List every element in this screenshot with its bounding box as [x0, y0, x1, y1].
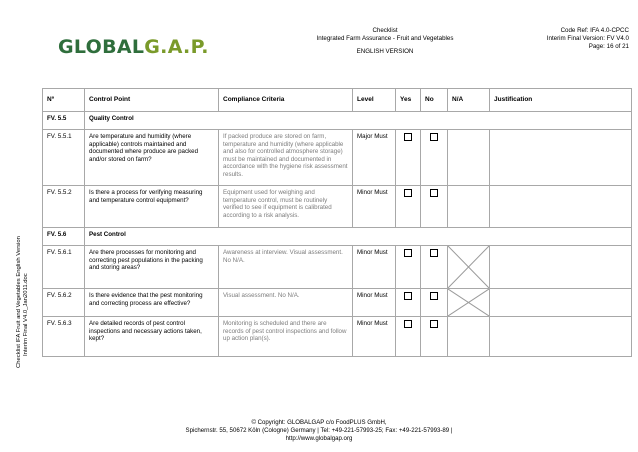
doc-title: Checklist: [372, 27, 398, 34]
section-no: FV. 5.5: [43, 112, 85, 130]
row-control-point: Are detailed records of pest control inspections and necessary actions taken, kept?: [85, 317, 219, 357]
page-number: Page: 16 of 21: [588, 43, 629, 51]
yes-cell: [396, 130, 421, 186]
row-no: FV. 5.5.2: [43, 186, 85, 228]
col-header-control: Control Point: [85, 89, 219, 112]
section-row: [43, 228, 632, 246]
col-header-criteria: Compliance Criteria: [219, 89, 353, 112]
side-line-2: Interim Final V4.0_Jan2011.doc: [23, 273, 30, 356]
justification-cell[interactable]: [490, 186, 632, 228]
footer: [0, 419, 638, 444]
no-checkbox[interactable]: [430, 133, 438, 141]
row-control-point: Is there a process for verifying measuring and temperature control equipment?: [85, 186, 219, 228]
table-row: [43, 130, 632, 186]
no-cell: [421, 130, 448, 186]
side-filename: [16, 238, 31, 368]
na-cross-icon: [448, 289, 489, 316]
row-control-point: Are there processes for monitoring and correcting pest populations in the packing and storing areas?: [85, 246, 219, 289]
table-header-row: [43, 89, 632, 112]
row-no: FV. 5.5.1: [43, 130, 85, 186]
yes-checkbox[interactable]: [404, 249, 412, 257]
no-checkbox[interactable]: [430, 320, 438, 328]
no-cell: [421, 186, 448, 228]
justification-cell[interactable]: [490, 289, 632, 317]
row-no: FV. 5.6.2: [43, 289, 85, 317]
yes-checkbox[interactable]: [404, 320, 412, 328]
na-cell-crossed: [448, 289, 490, 317]
na-cell-crossed: [448, 246, 490, 289]
row-control-point: Are temperature and humidity (where applicable) controls maintained and documented where produce are packed and/or stored on farm?: [85, 130, 219, 186]
col-header-yes: Yes: [396, 89, 421, 112]
row-criteria: Equipment used for weighing and temperature control, must be routinely verified to see if equipment is calibrated according to a risk analysis.: [219, 186, 353, 228]
table-row: [43, 289, 632, 317]
row-level: Minor Must: [353, 289, 396, 317]
justification-cell[interactable]: [490, 317, 632, 357]
row-control-point: Is there evidence that the pest monitoring and correcting process are effective?: [85, 289, 219, 317]
footer-copyright: © Copyright: GLOBALGAP c/o FoodPLUS GmbH,: [251, 419, 387, 426]
yes-cell: [396, 317, 421, 357]
na-cross-icon: [448, 246, 489, 288]
section-title: Quality Control: [85, 112, 632, 130]
footer-address: Spichernstr. 55, 50672 Köln (Cologne) Germany | Tel: +49-221-57993-25; Fax: +49-221-57993-89 |: [185, 427, 453, 435]
na-cell[interactable]: [448, 186, 490, 228]
row-level: Major Must: [353, 130, 396, 186]
section-title: Pest Control: [85, 228, 632, 246]
col-header-no: No: [421, 89, 448, 112]
no-checkbox[interactable]: [430, 292, 438, 300]
justification-cell[interactable]: [490, 130, 632, 186]
header-center: [240, 27, 530, 57]
no-cell: [421, 317, 448, 357]
code-ref: Code Ref: IFA 4.0-CPCC: [560, 27, 629, 34]
table-row: [43, 246, 632, 289]
side-line-1: Checklist IFA Fruit and Vegetables English Version: [16, 236, 22, 368]
yes-checkbox[interactable]: [404, 292, 412, 300]
table-row: [43, 317, 632, 357]
table-row: [43, 186, 632, 228]
row-no: FV. 5.6.1: [43, 246, 85, 289]
row-level: Minor Must: [353, 186, 396, 228]
yes-checkbox[interactable]: [404, 189, 412, 197]
section-row: [43, 112, 632, 130]
no-cell: [421, 289, 448, 317]
row-level: Minor Must: [353, 246, 396, 289]
yes-cell: [396, 186, 421, 228]
footer-website-link[interactable]: http://www.globalgap.org: [285, 435, 353, 443]
col-header-justification: Justification: [490, 89, 632, 112]
no-checkbox[interactable]: [430, 249, 438, 257]
na-cell[interactable]: [448, 317, 490, 357]
col-header-na: N/A: [448, 89, 490, 112]
no-cell: [421, 246, 448, 289]
row-criteria: If packed produce are stored on farm, temperature and humidity (where applicable and also for controlled atmosphere storage) must be maintained and documented in accordance with the hygiene risk assessment results.: [219, 130, 353, 186]
yes-cell: [396, 289, 421, 317]
logo-part-gap: G.A.P.: [144, 36, 209, 58]
doc-version: ENGLISH VERSION: [356, 48, 414, 56]
col-header-level: Level: [353, 89, 396, 112]
justification-cell[interactable]: [490, 246, 632, 289]
row-criteria: Monitoring is scheduled and there are records of pest control inspections and follow up action plan(s).: [219, 317, 353, 357]
interim-version: Interim Final Version: FV V4.0: [546, 35, 629, 43]
row-no: FV. 5.6.3: [43, 317, 85, 357]
na-cell[interactable]: [448, 130, 490, 186]
row-criteria: Visual assessment. No N/A.: [219, 289, 353, 317]
row-level: Minor Must: [353, 317, 396, 357]
doc-subtitle: Integrated Farm Assurance - Fruit and Vegetables: [316, 35, 454, 43]
header-right: [547, 27, 629, 52]
yes-cell: [396, 246, 421, 289]
row-criteria: Awareness at interview. Visual assessment. No N/A.: [219, 246, 353, 289]
section-no: FV. 5.6: [43, 228, 85, 246]
yes-checkbox[interactable]: [404, 133, 412, 141]
globalgap-logo: [58, 36, 209, 58]
logo-part-global: GLOBAL: [58, 36, 145, 58]
no-checkbox[interactable]: [430, 189, 438, 197]
col-header-no: Nº: [43, 89, 85, 112]
checklist-table: [42, 88, 632, 357]
